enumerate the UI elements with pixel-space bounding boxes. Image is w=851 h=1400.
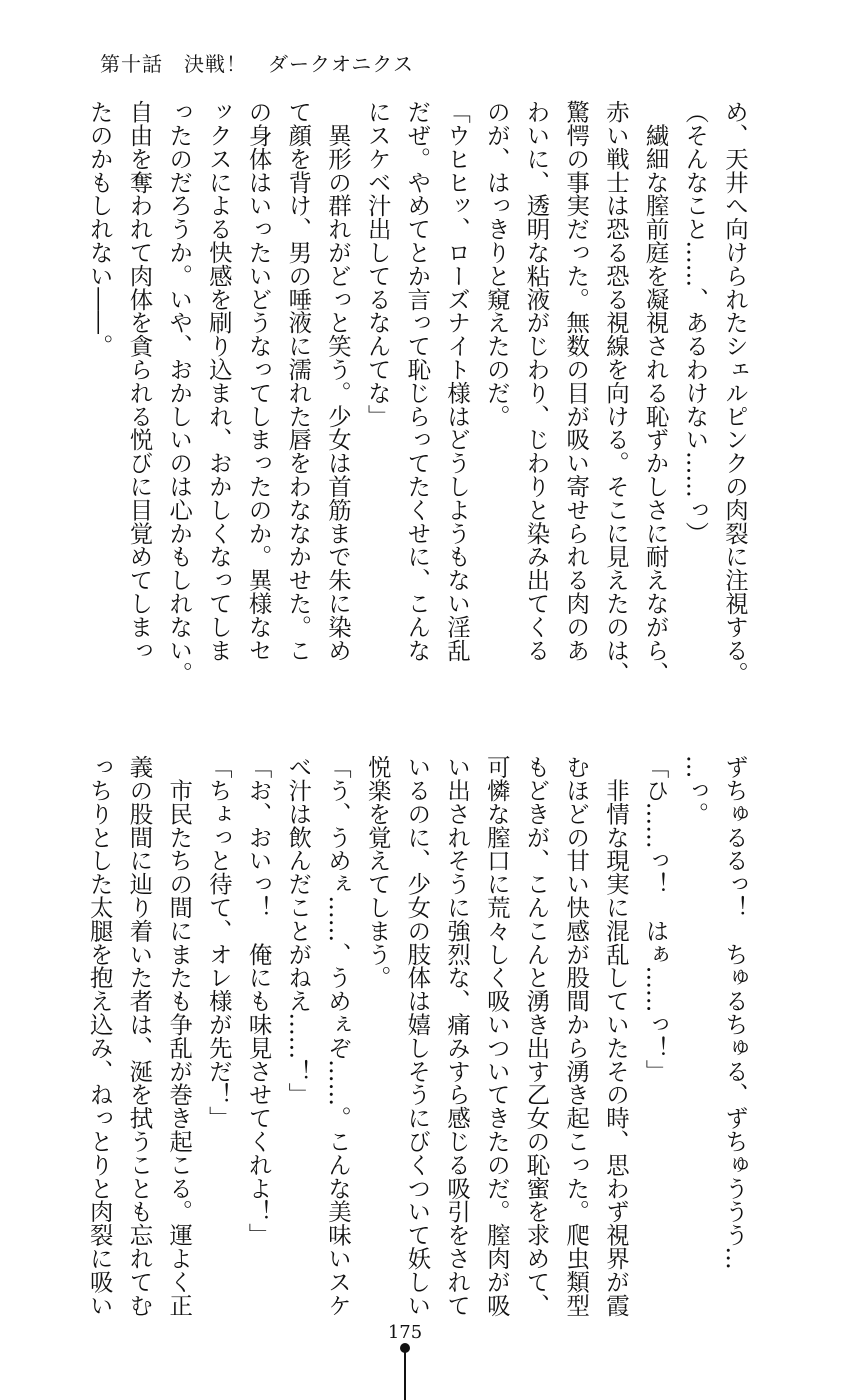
text-column: 繊細な膣前庭を凝視される恥ずかしさに耐えながら、: [641, 100, 670, 685]
text-column: 「う、うめぇ……、うめぇぞ……。こんな美味いスケ: [323, 755, 352, 1317]
text-column: べ汁は飲んだことがねえ……！」: [284, 755, 313, 1106]
text-column: 市民たちの間にまたも争乱が巻き起こる。運よく正: [165, 755, 194, 1317]
text-column: 「お、おいっ！ 俺にも味見させてくれよ！」: [244, 755, 273, 1247]
text-column: 可憐な膣口に荒々しく吸いついてきたのだ。膣肉が吸: [482, 755, 511, 1317]
text-column: て顔を背け、男の唾液に濡れた唇をわななかせた。こ: [284, 100, 313, 662]
running-header: 第十話 決戦！ ダークオニクス: [100, 52, 414, 76]
text-column: にスケベ汁出してるなんてな」: [363, 100, 392, 428]
text-column: ックスによる快感を刷り込まれ、おかしくなってしま: [204, 100, 233, 662]
text-column: もどきが、こんこんと湧き出す乙女の恥蜜を求めて、: [522, 755, 551, 1317]
text-column: ずちゅるるっ！ ちゅるちゅる、ずちゅううう…: [721, 755, 749, 1270]
text-column: だぜ。やめてとか言って恥じらってたくせに、こんな: [403, 100, 432, 662]
text-column: 非情な現実に混乱していたその時、思わず視界が霞: [601, 755, 630, 1317]
text-column: 自由を奪われて肉体を貪られる悦びに目覚めてしまっ: [125, 100, 154, 662]
text-column: のが、はっきりと窺えたのだ。: [482, 100, 511, 428]
text-column: の身体はいったいどうなってしまったのか。異様なセ: [244, 100, 273, 662]
text-column: 義の股間に辿り着いた者は、涎を拭うことも忘れてむ: [125, 755, 154, 1317]
text-column: 驚愕の事実だった。無数の目が吸い寄せられる肉のあ: [562, 100, 591, 662]
text-column: っちりとした太腿を抱え込み、ねっとりと肉裂に吸い: [85, 755, 114, 1317]
text-column: め、天井へ向けられたシェルピンクの肉裂に注視する。: [721, 100, 749, 685]
page-number: 175: [387, 1322, 423, 1343]
text-column: わいに、透明な粘液がじわり、じわりと染み出てくる: [522, 100, 551, 662]
text-column: 異形の群れがどっと笑う。少女は首筋まで朱に染め: [323, 100, 352, 662]
text-column: …っ。: [681, 755, 710, 826]
text-column: い出されそうに強烈な、痛みすら感じる吸引をされて: [443, 755, 472, 1317]
text-column: 赤い戦士は恐る恐る視線を向ける。そこに見えたのは、: [601, 100, 630, 685]
text-column: いるのに、少女の肢体は嬉しそうにびくついて妖しい: [403, 755, 432, 1317]
text-column: たのかもしれない――。: [85, 100, 114, 358]
text-column: 悦楽を覚えてしまう。: [363, 755, 392, 989]
text-column: ったのだろうか。いや、おかしいのは心かもしれない。: [165, 100, 194, 685]
text-block-top: [78, 100, 754, 710]
text-column: 「ウヒヒッ、ローズナイト様はどうしようもない淫乱: [443, 100, 472, 662]
text-column: むほどの甘い快感が股間から湧き起こった。爬虫類型: [562, 755, 591, 1317]
text-column: （そんなこと……、あるわけない……っ）: [681, 100, 710, 545]
text-column: 「ちょっと待て、オレ様が先だ！」: [204, 755, 233, 1130]
page-ornament-line: [404, 1352, 406, 1400]
text-block-bottom: [78, 755, 754, 1355]
text-column: 「ひ……っ！ はぁ……っ！」: [641, 755, 670, 1083]
